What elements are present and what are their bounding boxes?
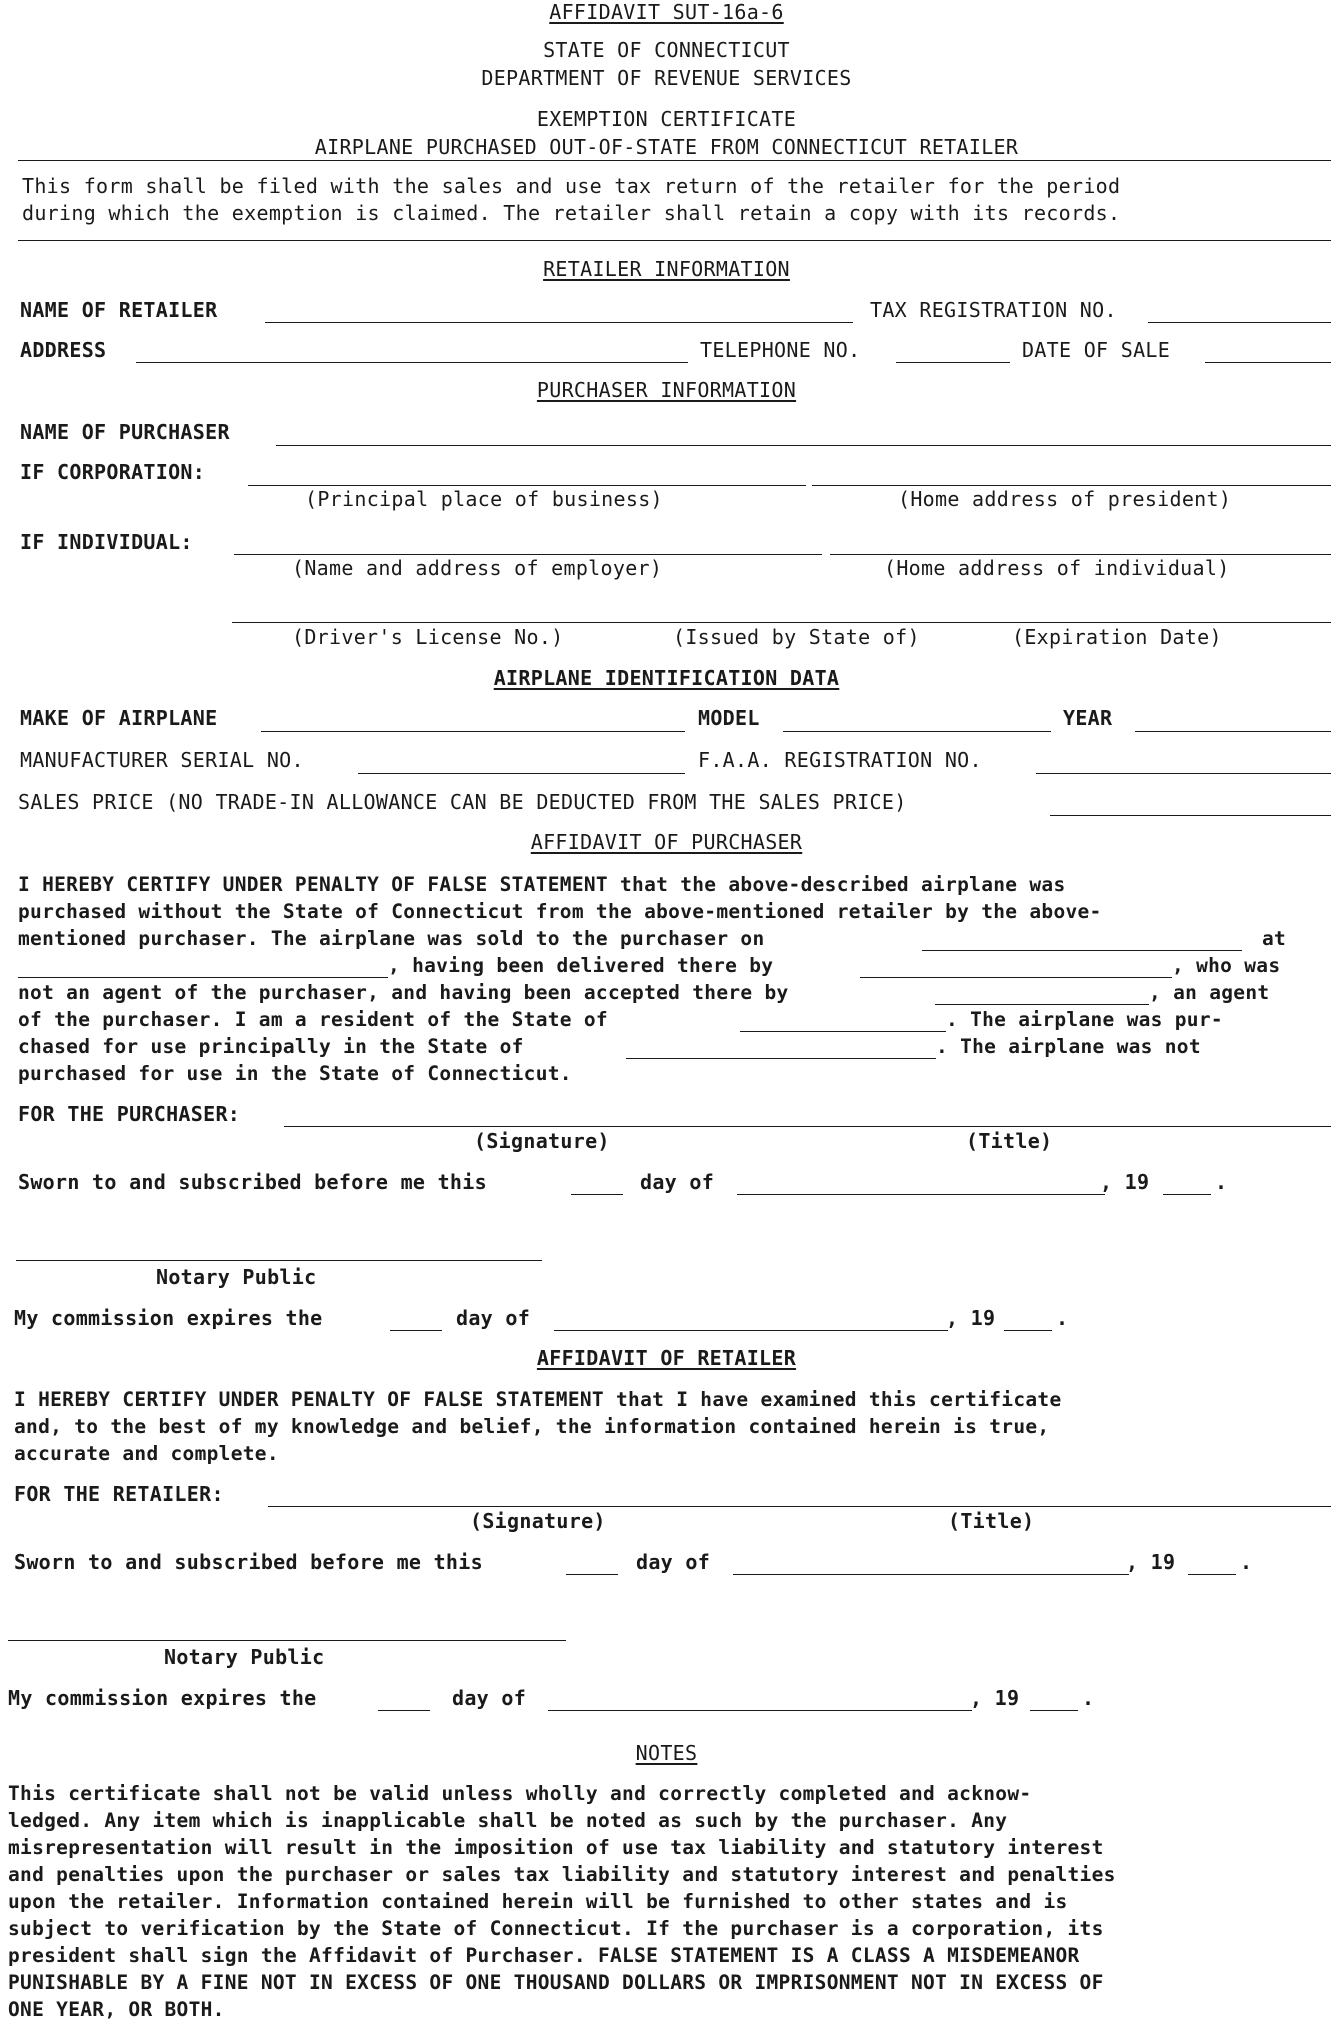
purchaser-affidavit-line-1: I HEREBY CERTIFY UNDER PENALTY OF FALSE STATEMENT that the above-described airplane was <box>18 873 1066 896</box>
state-name: STATE OF CONNECTICUT <box>543 38 790 62</box>
retailer-notary-caption: Notary Public <box>164 1645 325 1669</box>
purchaser-affidavit-line-7-end: . The airplane was not <box>936 1035 1201 1058</box>
purchaser-affidavit-line-4-end: , who was <box>1172 954 1281 977</box>
notes-line-7: president shall sign the Affidavit of Purchaser. FALSE STATEMENT IS A CLASS A MISDEMEANOR <box>8 1944 1080 1967</box>
purchaser-info-heading: PURCHASER INFORMATION <box>536 378 797 402</box>
purchaser-affidavit-line-3-at: at <box>1262 927 1287 950</box>
for-retailer-label: FOR THE RETAILER: <box>14 1482 224 1506</box>
telephone-field[interactable] <box>896 362 1010 363</box>
notes-line-3: misrepresentation will result in the imposition of use tax liability and statutory interest <box>8 1836 1104 1859</box>
retailer-affidavit-line-3: accurate and complete. <box>14 1442 279 1465</box>
retailer-commission-day-field[interactable] <box>378 1710 430 1711</box>
notes-heading: NOTES <box>635 1741 698 1765</box>
retailer-address-label: ADDRESS <box>20 338 107 362</box>
retailer-commission-period: . <box>1082 1686 1095 1710</box>
issued-by-caption: (Issued by State of) <box>673 625 920 649</box>
purchaser-affidavit-line-5: not an agent of the purchaser, and having been accepted there by <box>18 981 789 1004</box>
retailer-sworn-month-field[interactable] <box>733 1574 1129 1575</box>
retailer-commission-year-prefix: , 19 <box>970 1686 1020 1710</box>
home-individual-field[interactable] <box>830 554 1331 555</box>
telephone-label: TELEPHONE NO. <box>700 338 861 362</box>
purchaser-affidavit-heading: AFFIDAVIT OF PURCHASER <box>530 830 803 854</box>
airplane-info-heading: AIRPLANE IDENTIFICATION DATA <box>493 666 840 690</box>
date-of-sale-field[interactable] <box>1205 362 1331 363</box>
form-id: AFFIDAVIT SUT-16a-6 <box>549 0 784 24</box>
purchaser-sworn-year-field[interactable] <box>1163 1194 1211 1195</box>
make-field[interactable] <box>261 731 685 732</box>
purchaser-name-field[interactable] <box>276 445 1331 446</box>
individual-label: IF INDIVIDUAL: <box>20 530 193 554</box>
for-purchaser-label: FOR THE PURCHASER: <box>18 1102 241 1126</box>
home-president-caption: (Home address of president) <box>898 487 1232 511</box>
tax-registration-label: TAX REGISTRATION NO. <box>870 298 1117 322</box>
purchaser-title-caption: (Title) <box>966 1129 1053 1153</box>
year-label: YEAR <box>1063 706 1113 730</box>
purchaser-signature-caption: (Signature) <box>474 1129 610 1153</box>
sales-price-field[interactable] <box>1050 815 1331 816</box>
retailer-affidavit-line-2: and, to the best of my knowledge and belief, the information contained herein is true, <box>14 1415 1050 1438</box>
purchaser-affidavit-line-5-end: , an agent <box>1149 981 1270 1004</box>
expiration-caption: (Expiration Date) <box>1012 625 1222 649</box>
form-subtitle: AIRPLANE PURCHASED OUT-OF-STATE FROM CONNECTICUT RETAILER <box>314 135 1019 159</box>
employer-field[interactable] <box>234 554 822 555</box>
principal-place-caption: (Principal place of business) <box>305 487 663 511</box>
principal-place-field[interactable] <box>248 485 806 486</box>
purchaser-notary-signature-field[interactable] <box>16 1260 542 1261</box>
purchaser-commission-label: My commission expires the <box>14 1306 323 1330</box>
serial-label: MANUFACTURER SERIAL NO. <box>20 748 304 772</box>
purchaser-sworn-day-of: day of <box>640 1170 715 1194</box>
purchaser-commission-day-field[interactable] <box>390 1330 442 1331</box>
header-rule <box>18 160 1331 161</box>
home-individual-caption: (Home address of individual) <box>884 556 1230 580</box>
purchaser-affidavit-line-3: mentioned purchaser. The airplane was sold to the purchaser on <box>18 927 765 950</box>
notes-line-9: ONE YEAR, OR BOTH. <box>8 1998 225 2021</box>
retailer-notary-signature-field[interactable] <box>8 1640 566 1641</box>
retailer-affidavit-line-1: I HEREBY CERTIFY UNDER PENALTY OF FALSE STATEMENT that I have examined this certificate <box>14 1388 1062 1411</box>
notes-line-4: and penalties upon the purchaser or sales tax liability and statutory interest and penalties <box>8 1863 1116 1886</box>
purchaser-sworn-month-field[interactable] <box>737 1194 1105 1195</box>
retailer-sworn-year-field[interactable] <box>1188 1574 1236 1575</box>
purchaser-sworn-day-field[interactable] <box>571 1194 623 1195</box>
sales-price-label: SALES PRICE (NO TRADE-IN ALLOWANCE CAN BE DEDUCTED FROM THE SALES PRICE) <box>18 790 907 814</box>
accepted-by-field[interactable] <box>935 1004 1149 1005</box>
purchaser-signature-field[interactable] <box>284 1126 1331 1127</box>
sale-date-field[interactable] <box>922 950 1242 951</box>
retailer-sworn-day-of: day of <box>636 1550 711 1574</box>
home-president-field[interactable] <box>812 485 1331 486</box>
faa-field[interactable] <box>1036 773 1331 774</box>
purchaser-sworn-label: Sworn to and subscribed before me this <box>18 1170 487 1194</box>
tax-registration-field[interactable] <box>1148 322 1331 323</box>
retailer-sworn-label: Sworn to and subscribed before me this <box>14 1550 483 1574</box>
date-of-sale-label: DATE OF SALE <box>1022 338 1171 362</box>
retailer-commission-month-field[interactable] <box>548 1710 972 1711</box>
retailer-sworn-period: . <box>1240 1550 1253 1574</box>
purchaser-commission-year-field[interactable] <box>1004 1330 1052 1331</box>
retailer-signature-caption: (Signature) <box>470 1509 606 1533</box>
purchaser-commission-year-prefix: , 19 <box>946 1306 996 1330</box>
purchaser-affidavit-line-4: , having been delivered there by <box>388 954 774 977</box>
retailer-sworn-year-prefix: , 19 <box>1126 1550 1176 1574</box>
retailer-info-heading: RETAILER INFORMATION <box>543 257 790 281</box>
purchaser-affidavit-line-6-end: . The airplane was pur- <box>946 1008 1223 1031</box>
notes-line-6: subject to verification by the State of Connecticut. If the purchaser is a corporation, its <box>8 1917 1104 1940</box>
retailer-name-label: NAME OF RETAILER <box>20 298 218 322</box>
instructions-line-1: This form shall be filed with the sales and use tax return of the retailer for the period <box>22 174 1121 198</box>
license-field[interactable] <box>232 622 1331 623</box>
faa-label: F.A.A. REGISTRATION NO. <box>698 748 982 772</box>
purchaser-affidavit-line-8: purchased for use in the State of Connecticut. <box>18 1062 572 1085</box>
purchaser-affidavit-line-2: purchased without the State of Connecticut from the above-mentioned retailer by the above- <box>18 900 1102 923</box>
purchaser-commission-day-of: day of <box>456 1306 531 1330</box>
retailer-commission-day-of: day of <box>452 1686 527 1710</box>
department-name: DEPARTMENT OF REVENUE SERVICES <box>481 66 852 90</box>
notes-line-5: upon the retailer. Information contained herein will be furnished to other states and is <box>8 1890 1068 1913</box>
year-field[interactable] <box>1135 731 1331 732</box>
purchaser-commission-month-field[interactable] <box>554 1330 948 1331</box>
notes-line-1: This certificate shall not be valid unless wholly and correctly completed and acknow- <box>8 1782 1032 1805</box>
notes-line-8: PUNISHABLE BY A FINE NOT IN EXCESS OF ONE THOUSAND DOLLARS OR IMPRISONMENT NOT IN EXCESS OF <box>8 1971 1104 1994</box>
delivery-location-field[interactable] <box>18 977 388 978</box>
purchaser-name-label: NAME OF PURCHASER <box>20 420 230 444</box>
use-state-field[interactable] <box>626 1058 936 1059</box>
purchaser-commission-period: . <box>1056 1306 1069 1330</box>
retailer-sworn-day-field[interactable] <box>566 1574 618 1575</box>
corporation-label: IF CORPORATION: <box>20 460 206 484</box>
employer-caption: (Name and address of employer) <box>292 556 663 580</box>
purchaser-notary-caption: Notary Public <box>156 1265 317 1289</box>
resident-state-field[interactable] <box>740 1031 946 1032</box>
retailer-name-field[interactable] <box>265 322 853 323</box>
purchaser-sworn-year-prefix: , 19 <box>1100 1170 1150 1194</box>
model-field[interactable] <box>783 731 1051 732</box>
retailer-commission-label: My commission expires the <box>8 1686 317 1710</box>
drivers-license-caption: (Driver's License No.) <box>292 625 564 649</box>
instructions-rule <box>18 240 1331 241</box>
purchaser-affidavit-line-6: of the purchaser. I am a resident of the State of <box>18 1008 608 1031</box>
make-label: MAKE OF AIRPLANE <box>20 706 218 730</box>
retailer-title-caption: (Title) <box>948 1509 1035 1533</box>
delivered-by-field[interactable] <box>860 977 1172 978</box>
instructions-line-2: during which the exemption is claimed. The retailer shall retain a copy with its records. <box>22 201 1121 225</box>
retailer-affidavit-heading: AFFIDAVIT OF RETAILER <box>536 1346 797 1370</box>
retailer-address-field[interactable] <box>136 362 688 363</box>
purchaser-affidavit-line-7: chased for use principally in the State of <box>18 1035 524 1058</box>
model-label: MODEL <box>698 706 760 730</box>
retailer-commission-year-field[interactable] <box>1030 1710 1078 1711</box>
purchaser-sworn-period: . <box>1215 1170 1228 1194</box>
retailer-signature-field[interactable] <box>268 1506 1331 1507</box>
serial-field[interactable] <box>358 773 685 774</box>
form-title: EXEMPTION CERTIFICATE <box>536 107 797 131</box>
notes-line-2: ledged. Any item which is inapplicable shall be noted as such by the purchaser. Any <box>8 1809 1008 1832</box>
